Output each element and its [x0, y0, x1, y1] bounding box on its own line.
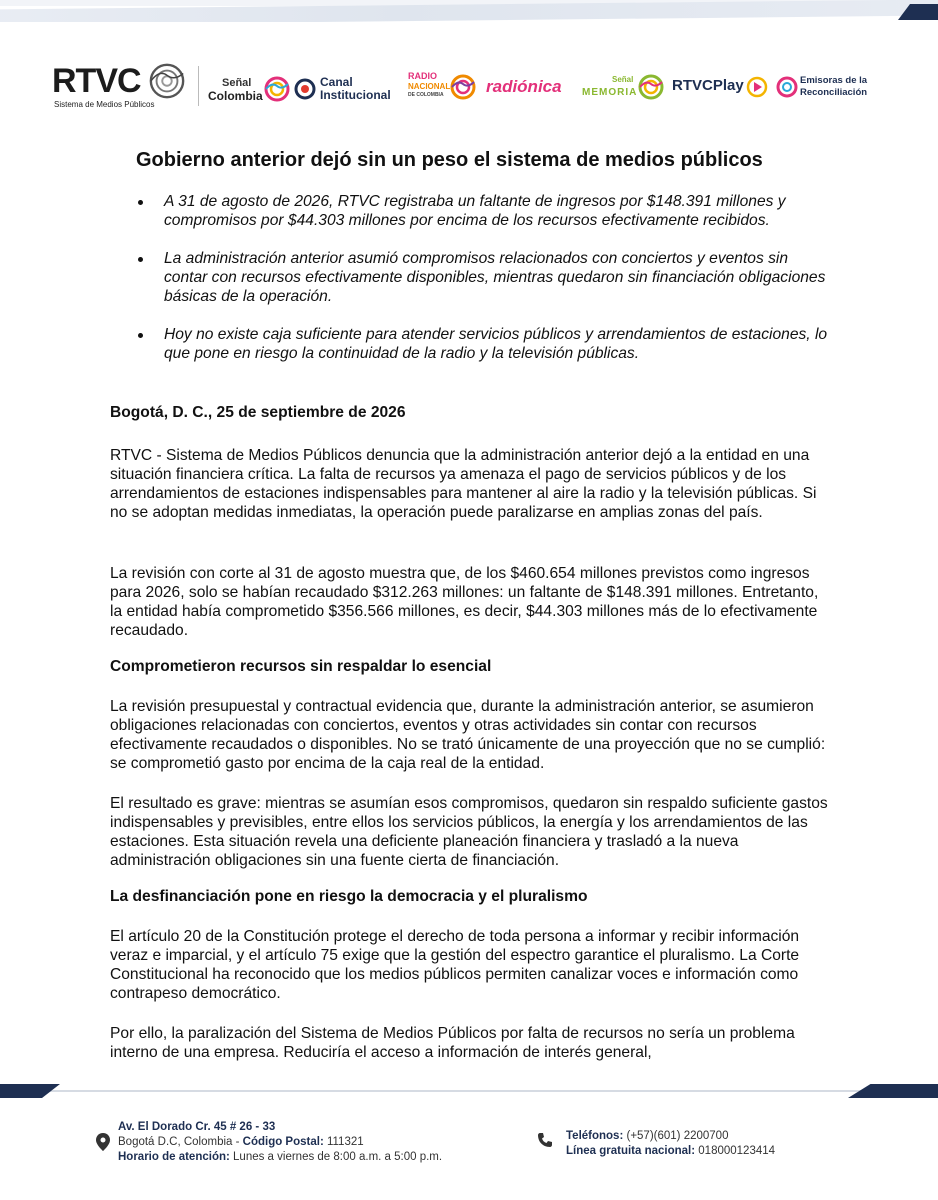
footer-tollfree-value[interactable]: 018000123414	[695, 1145, 776, 1157]
bullet-item: A 31 de agosto de 2026, RTVC registraba un faltante de ingresos por $148.391 millones y compromisos por $44.303 millones por encima de los recursos efectivamente recibidos.	[110, 192, 830, 230]
senal-colombia-swirl-icon	[264, 76, 290, 102]
brand-rtvcplay: RTVCPlay	[672, 66, 772, 106]
bullet-item: Hoy no existe caja suficiente para atender servicios públicos y arrendamientos de estaciones, lo que pone en riesgo la continuidad de la radio y la televisión públicas.	[110, 325, 830, 363]
brand-senal-memoria: Señal MEMORIA	[582, 66, 664, 106]
rtvc-logo-subtitle: Sistema de Medios Públicos	[54, 100, 155, 109]
senal-memoria-swirl-icon	[638, 74, 664, 100]
emisoras-swirl-icon	[776, 76, 798, 98]
footer-hours-value: Lunes a viernes de 8:00 a.m. a 5:00 p.m.	[229, 1151, 443, 1163]
header-separator	[198, 66, 199, 106]
footer-divider	[0, 1082, 938, 1100]
footer-phone-value[interactable]: (+57)(601) 2200700	[623, 1130, 729, 1142]
paragraph: Por ello, la paralización del Sistema de Medios Públicos por falta de recursos no sería un problema interno de una empresa. Reduciría el acceso a información de interés general,	[110, 1025, 795, 1061]
rtvc-logo-text: RTVC	[52, 62, 141, 100]
rtvc-logo	[52, 60, 192, 112]
brand-canal-institucional: Canal Institucional	[294, 66, 404, 106]
top-decorative-band	[0, 0, 938, 22]
paragraph: La revisión con corte al 31 de agosto muestra que, de los $460.654 millones previstos como ingresos para 2026, solo se habían recaudado $312.263 millones: un faltante de $148.391 millones. Entretanto, la entidad había comprometido $356.566 millones, es decir, $44.303 millones más de lo efectivamente recaudado.	[110, 565, 819, 639]
paragraph: RTVC - Sistema de Medios Públicos denuncia que la administración anterior dejó a la entidad en una situación financiera crítica. La falta de recursos ya amenaza el pago de servicios públicos y de los arrendamientos de estaciones indispensables para mantener al aire la radio y la televisión públicas. Si no se adoptan medidas inmediatas, la operación puede paralizarse en amplias zonas del país.	[110, 447, 817, 521]
bullet-item: La administración anterior asumió compromisos relacionados con conciertos y eventos sin contar con recursos efectivamente disponibles, mientras quedaron sin financiación obligaciones básicas de la operación.	[110, 249, 830, 306]
brand-senal-colombia: Señal Colombia	[202, 66, 292, 106]
paragraph: El artículo 20 de la Constitución protege el derecho de toda persona a informar y recibir información veraz e imparcial, y el artículo 75 exige que la gestión del espectro garantice el pluralismo. La Corte Constitucional ha reconocido que los medios públicos permiten canalizar voces e información como contrapeso democrático.	[110, 928, 800, 1002]
footer-city: Bogotá D.C, Colombia -	[118, 1136, 243, 1148]
dateline: Bogotá, D. C., 25 de septiembre de 2026	[110, 404, 406, 421]
footer-postal-value: 111321	[323, 1136, 364, 1148]
footer-address: Av. El Dorado Cr. 45 # 26 - 33	[118, 1121, 276, 1133]
subheading: La desfinanciación pone en riesgo la democracia y el pluralismo	[110, 888, 588, 905]
summary-bullets	[110, 192, 830, 382]
brand-emisoras-reconciliacion: Emisoras de la Reconciliación	[776, 66, 896, 106]
play-icon	[746, 76, 768, 98]
footer-hours-label: Horario de atención:	[118, 1151, 230, 1163]
canal-institucional-icon	[294, 78, 316, 100]
radio-nacional-swirl-icon	[450, 74, 476, 100]
subheading: Comprometieron recursos sin respaldar lo esencial	[110, 658, 492, 675]
paragraph: El resultado es grave: mientras se asumían esos compromisos, quedaron sin respaldo suficiente gastos indispensables y previsibles, entre ellos los servicios públicos, la energía y los arrendamientos de las estaciones. Esta situación revela una deficiente planeación financiera y trasladó a la nueva administración obligaciones sin una fuente cierta de financiación.	[110, 795, 828, 869]
location-pin-icon	[96, 1133, 110, 1151]
footer-address-block	[118, 1120, 442, 1165]
paragraph: La revisión presupuestal y contractual evidencia que, durante la administración anterior, se asumieron obligaciones relacionadas con conciertos, eventos y otras actividades sin contar con recursos efectivamente recaudados o disponibles. No se trató únicamente de una proyección que no se cumplió: se comprometió gasto por encima de la caja real de la entidad.	[110, 698, 826, 772]
footer-tollfree-label: Línea gratuita nacional:	[566, 1145, 696, 1157]
brand-radionica: radiónica	[486, 77, 562, 96]
brand-radio-nacional: RADIO NACIONAL DE COLOMBIA	[408, 66, 478, 106]
header-logos	[52, 60, 892, 114]
document-title: Gobierno anterior dejó sin un peso el sistema de medios públicos	[136, 149, 763, 171]
footer-phone-label: Teléfonos:	[566, 1130, 624, 1142]
phone-icon	[538, 1133, 552, 1147]
rtvc-swirl-icon	[148, 62, 186, 100]
footer-postal-label: Código Postal:	[242, 1136, 324, 1148]
footer-contact-block	[566, 1129, 775, 1159]
